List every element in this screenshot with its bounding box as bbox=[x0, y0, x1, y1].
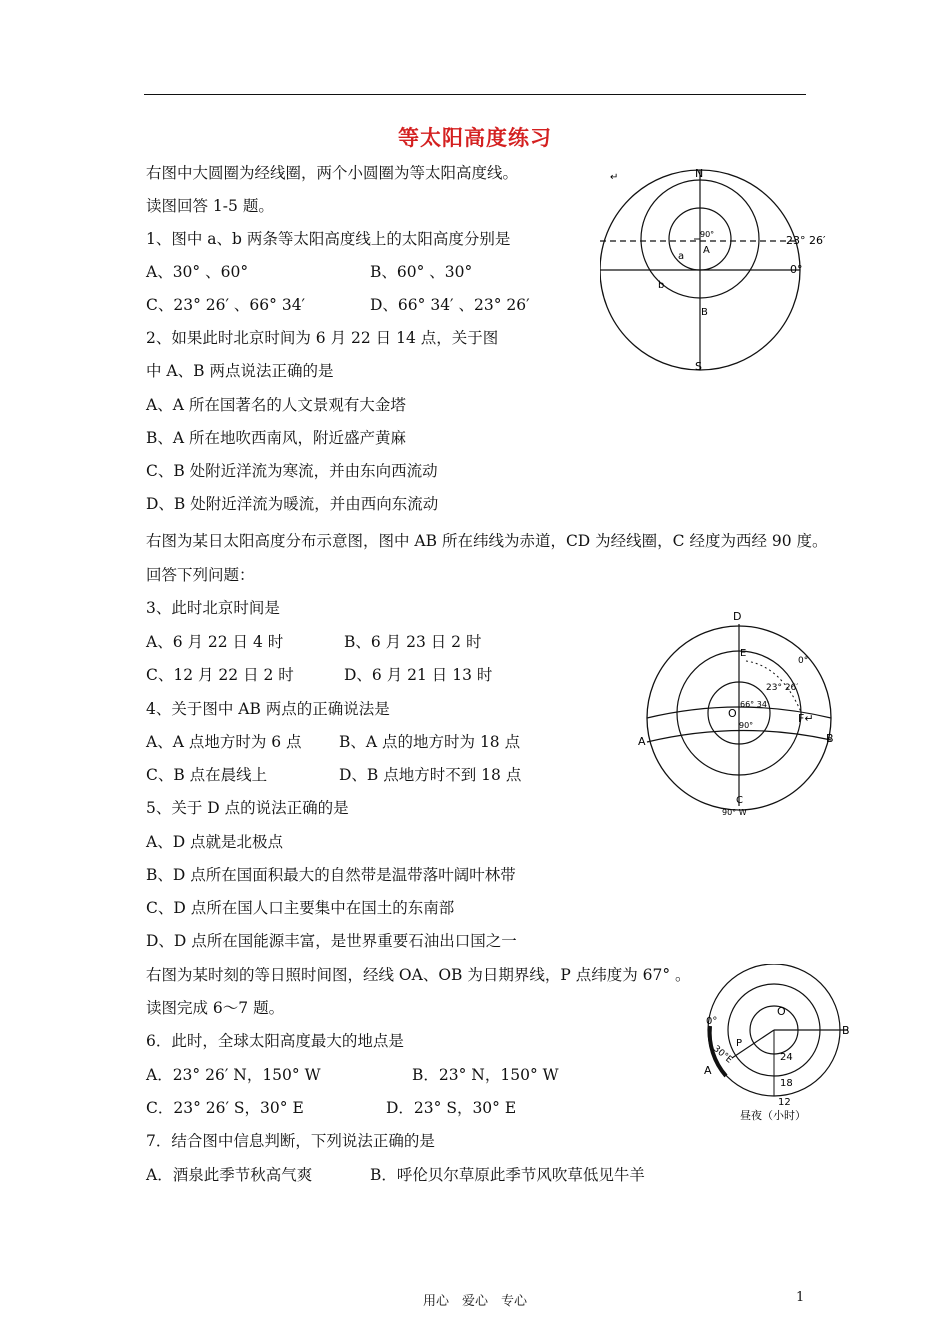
option: A、D 点就是北极点 bbox=[146, 833, 284, 851]
label-23-26: 23° 26′ bbox=[786, 234, 826, 247]
label-A: A bbox=[638, 735, 646, 748]
label-B: B bbox=[701, 307, 708, 318]
question-2: 2、如果此时北京时间为 6 月 22 日 14 点，关于图 bbox=[146, 329, 499, 347]
option: B、60° 、30° bbox=[370, 263, 473, 281]
label-90: 90° bbox=[739, 721, 754, 730]
label-A: A bbox=[703, 245, 710, 256]
option: C、23° 26′ 、66° 34′ bbox=[146, 296, 306, 314]
figure-caption: 昼夜（小时） bbox=[740, 1109, 806, 1122]
text-line: 读图完成 6～7 题。 bbox=[146, 999, 285, 1017]
text-line: 右图中大圆圈为经线圈，两个小圆圈为等太阳高度线。 bbox=[146, 164, 519, 182]
option: D、B 处附近洋流为暖流，并由西向东流动 bbox=[146, 495, 439, 513]
option: B．23° N，150° W bbox=[412, 1066, 559, 1084]
figure-daylight-hours bbox=[696, 964, 856, 1124]
figure-sun-altitude-circles bbox=[600, 160, 840, 380]
label-0: 0° bbox=[706, 1016, 718, 1027]
label-66-34: 66° 34′ bbox=[740, 700, 769, 709]
label-N: N bbox=[695, 167, 704, 180]
label-D: D bbox=[733, 610, 742, 623]
question-3: 3、此时北京时间是 bbox=[146, 599, 280, 617]
label-30E: 30°E bbox=[711, 1044, 735, 1066]
text-line: 回答下列问题： bbox=[146, 566, 255, 584]
text-line: 中 A、B 两点说法正确的是 bbox=[146, 362, 334, 380]
option: A、A 点地方时为 6 点 bbox=[146, 733, 302, 751]
question-1: 1、图中 a、b 两条等太阳高度线上的太阳高度分别是 bbox=[146, 230, 511, 248]
header-rule bbox=[144, 94, 806, 95]
label-24: 24 bbox=[780, 1052, 793, 1063]
label-90: 90° bbox=[700, 230, 715, 239]
text-line: 右图为某日太阳高度分布示意图，图中 AB 所在纬线为赤道，CD 为经线圈，C 经度为西经 90 度。 bbox=[146, 532, 828, 550]
label-B: B bbox=[826, 732, 834, 745]
label-C: C bbox=[736, 795, 743, 806]
question-7: 7．结合图中信息判断，下列说法正确的是 bbox=[146, 1132, 435, 1150]
option: D．23° S，30° E bbox=[386, 1099, 517, 1117]
option: B、A 点的地方时为 18 点 bbox=[339, 733, 521, 751]
label-0: 0° bbox=[798, 656, 809, 666]
option: A、6 月 22 日 4 时 bbox=[146, 633, 284, 651]
option: B、6 月 23 日 2 时 bbox=[344, 633, 482, 651]
label-S: S bbox=[695, 360, 702, 373]
page-title: 等太阳高度练习 bbox=[398, 126, 552, 150]
option: C、B 点在晨线上 bbox=[146, 766, 268, 784]
label-12: 12 bbox=[778, 1097, 791, 1108]
label-F: F↵ bbox=[798, 712, 814, 725]
option: C、D 点所在国人口主要集中在国土的东南部 bbox=[146, 899, 455, 917]
option: D、B 点地方时不到 18 点 bbox=[339, 766, 522, 784]
text-line: 读图回答 1-5 题。 bbox=[146, 197, 274, 215]
option: A、30° 、60° bbox=[146, 263, 249, 281]
question-5: 5、关于 D 点的说法正确的是 bbox=[146, 799, 349, 817]
return-mark: ↵ bbox=[610, 172, 619, 183]
label-E: E bbox=[740, 648, 747, 659]
label-23-26: 23° 26′ bbox=[766, 683, 799, 693]
question-4: 4、关于图中 AB 两点的正确说法是 bbox=[146, 700, 390, 718]
option: C、B 处附近洋流为寒流，并由东向西流动 bbox=[146, 462, 438, 480]
option: A．23° 26′ N，150° W bbox=[146, 1066, 321, 1084]
footer: 用心 爱心 专心 bbox=[422, 1294, 527, 1309]
text-line: 右图为某时刻的等日照时间图，经线 OA、OB 为日期界线，P 点纬度为 67° 。 bbox=[146, 966, 691, 984]
option: B．呼伦贝尔草原此季节风吹草低见牛羊 bbox=[370, 1166, 645, 1184]
question-6: 6．此时，全球太阳高度最大的地点是 bbox=[146, 1032, 404, 1050]
option: D、6 月 21 日 13 时 bbox=[344, 666, 493, 684]
label-a: a bbox=[678, 251, 685, 262]
option: D、D 点所在国能源丰富，是世界重要石油出口国之一 bbox=[146, 932, 517, 950]
label-90W: 90° W bbox=[722, 808, 747, 817]
option: C、12 月 22 日 2 时 bbox=[146, 666, 294, 684]
option: D、66° 34′ 、23° 26′ bbox=[370, 296, 530, 314]
option: A、A 所在国著名的人文景观有大金塔 bbox=[146, 396, 406, 414]
option: B、A 所在地吹西南风，附近盛产黄麻 bbox=[146, 429, 407, 447]
label-0: 0° bbox=[790, 263, 803, 276]
label-O: O bbox=[777, 1005, 786, 1018]
label-P: P bbox=[736, 1038, 743, 1049]
label-B: B bbox=[842, 1024, 850, 1037]
label-18: 18 bbox=[780, 1078, 793, 1089]
label-O: O bbox=[728, 707, 737, 720]
option: B、D 点所在国面积最大的自然带是温带落叶阔叶林带 bbox=[146, 866, 516, 884]
option: A．酒泉此季节秋高气爽 bbox=[146, 1166, 313, 1184]
option: C．23° 26′ S，30° E bbox=[146, 1099, 304, 1117]
label-A: A bbox=[704, 1064, 712, 1077]
page-number: 1 bbox=[796, 1290, 805, 1305]
label-b: b bbox=[658, 280, 665, 291]
figure-sun-altitude-distribution bbox=[636, 606, 846, 821]
